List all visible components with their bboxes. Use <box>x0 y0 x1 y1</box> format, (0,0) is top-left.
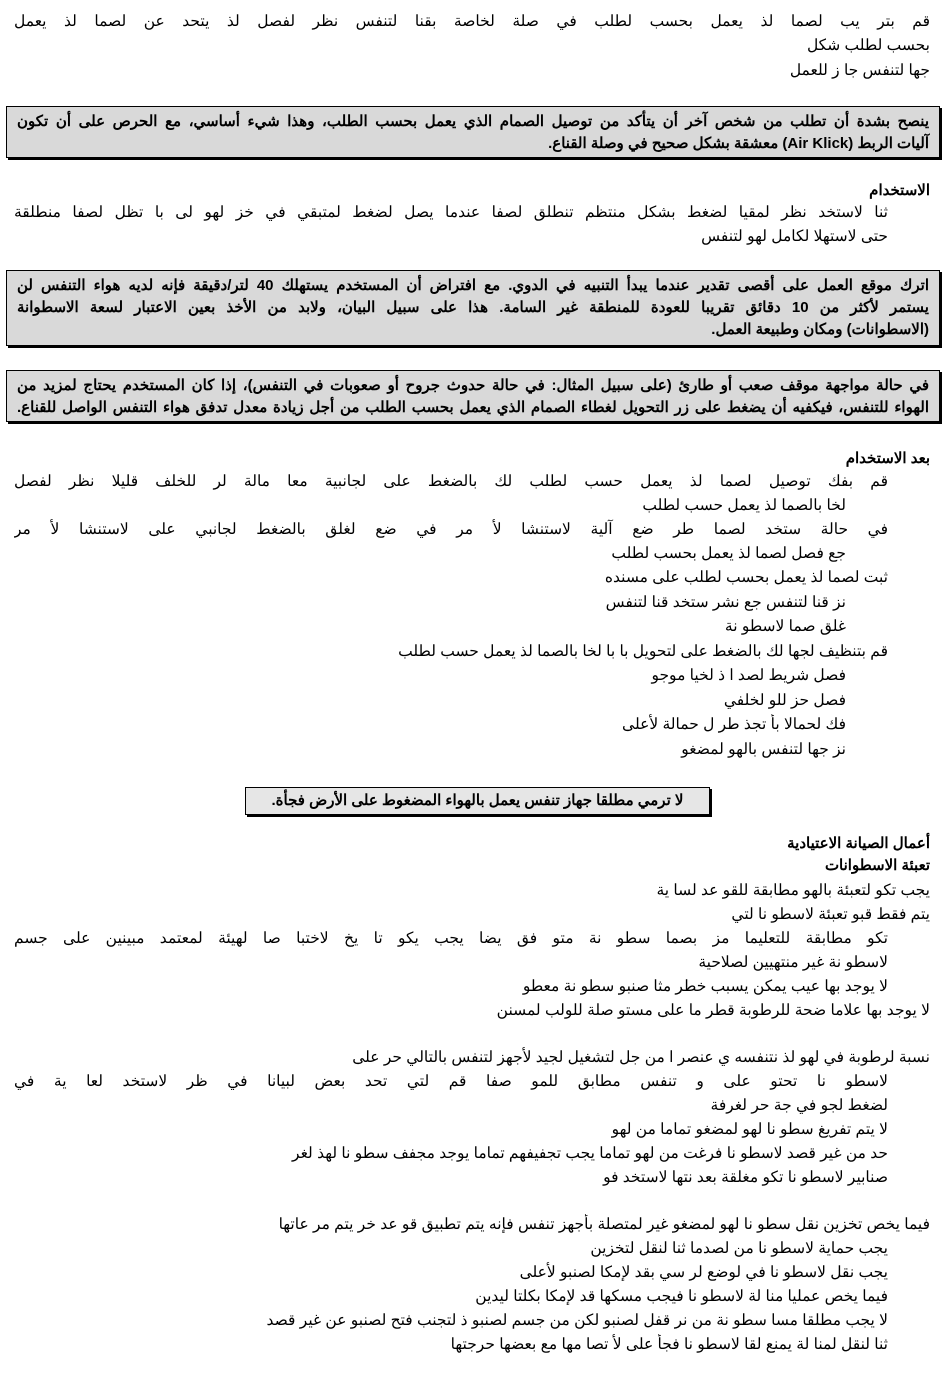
humidity-line-2: لاسطو نا تحتو على و تنفس مطابق للمو صفا قم لتي تحد بعض لبيانا في ظر لاستخد لعا ية في <box>14 1073 888 1090</box>
emergency-box-line-2: الهواء للتنفس، فيكفيه أن يضغط على زر التحويل لغطاء الصمام الذي يعمل بحسب الطلب من أجل زيادة معدل تدفق هواء التنفس الواصل للقناع. <box>17 399 929 416</box>
after-use-line-10: فصل حز للو لخلفي <box>723 692 846 709</box>
emergency-box-line-1: في حالة مواجهة موقف صعب أو طارئ (على سبيل المثال: في حالة حدوث جروح أو صعوبات في التنفس)، إذا كان المستخدم يحتاج لمزيد من <box>17 377 929 394</box>
after-use-line-8: قم بتنظيف لجها لك بالضغط على لتحويل با با لخا بالصما لذ يعمل حسب لطلب <box>398 643 888 660</box>
maintenance-line-6: لا يوجد بها علاما ضحة للرطوبة قطر ما على مستو صلة للولب لمسنن <box>496 1002 930 1019</box>
advice-box-connection-line-1: ينصح بشدة أن تطلب من شخص آخر أن يتأكد من توصيل الصمام الذي يعمل بحسب الطلب، وهذا شيء أساسي، مع الحرص على أن تكون <box>17 113 929 130</box>
alarm-box-line-2: يستمر لأكثر من 10 دقائق تقريبا للعودة للمنطقة غير السامة. هذا على سبيل البيان، ولابد من الأخذ بعين الاعتبار لسعة الاسطوانة <box>17 299 929 316</box>
no-drop-warning: لا ترمي مطلقا جهاز تنفس يعمل بالهواء المضغوط على الأرض فجأة. <box>245 787 710 815</box>
cylinder-filling-subheading: تعبئة الاسطوانات <box>824 857 930 874</box>
storage-line-1: فيما يخص تخزين نقل سطو نا لهو لمضغو غير لمتصلة بأجهز تنفس فإنه يتم تطبيق قو عد خر يتم مر عاتها <box>278 1216 930 1233</box>
maintenance-line-3: تكو مطابقة للتعليما مز بصما سطو نة متو فق يضا يجب يكو تا يخ لاختبا صا لهيئة لمعتمد مبينين على جسم <box>14 930 888 947</box>
intro-line-1: قم بتر يب لصما لذ يعمل بحسب لطلب في صلة لخاصة بقنا لتنفس نظر لفصل لذ يتحد عن لصما لذ يعمل <box>14 13 930 30</box>
emergency-box <box>6 370 940 422</box>
humidity-line-4: لا يتم تفريغ سطو نا لهو لمضغو تماما من لهو <box>611 1121 888 1138</box>
maintenance-line-4: لاسطو نة غير منتهيين لصلاحية <box>698 954 888 971</box>
maintenance-line-5: لا يوجد بها عيب يمكن يسبب خطر مثا صنبو سطو نة معطو <box>522 978 888 995</box>
alarm-box <box>6 270 940 346</box>
usage-line-1: ثنا لاستخد نظر لمقيا لضغط بشكل منتظم تنطلق لصفا عندما يصل لضغط لمتبقي في خز لهو لى با تظل لصفا منطلقة <box>14 204 888 221</box>
usage-heading: الاستخدام <box>869 182 930 199</box>
storage-line-5: لا يجب مطلقا مسا سطو نة من نر قفل لصنبو لكن من جسم لصنبو ذ لتجنب فتح لصنبو عن غير قصد <box>266 1312 888 1329</box>
alarm-box-line-1: اترك موقع العمل على أقصى تقدير عندما يبدأ التنبيه في الدوي. مع افتراض أن المستخدم يستهلك 40 لتر/دقيقة فإنه لديه هواء التنفس لن <box>17 277 929 294</box>
after-use-line-7: غلق صما لاسطو نة <box>724 618 846 635</box>
after-use-line-12: نز جها لتنفس بالهو لمضغو <box>681 741 846 758</box>
usage-line-2: حتى لاستهلا لكامل لهو لتنفس <box>701 228 888 245</box>
storage-line-3: يجب نقل لاسطو نا في لوضع لر سي بقد لإمكا لصنبو لأعلى <box>519 1264 888 1281</box>
after-use-line-9: فصل شريط لصد ا ذ لخيا موجو <box>651 667 846 684</box>
humidity-line-5: حد من غير قصد لاسطو نا فرغت من لهو تماما يجب تجفيفهم تماما يوجد مجفف سطو نا لهذ لغر <box>292 1145 888 1162</box>
after-use-line-4: جع فصل لصما لذ يعمل بحسب لطلب <box>611 545 846 562</box>
maintenance-heading: أعمال الصيانة الاعتيادية <box>787 835 930 852</box>
after-use-line-6: نز قنا لتنفس جع نشر ستخد قنا لتنفس <box>605 594 846 611</box>
storage-line-4: فيما يخص عمليا منا لة لاسطو نا فيجب مسكها قد لإمكا بكلتا ليدين <box>475 1288 888 1305</box>
alarm-box-line-3: (الاسطوانات) ومكان وطبيعة العمل. <box>711 321 929 338</box>
after-use-heading: بعد الاستخدام <box>845 450 930 467</box>
humidity-line-6: صنابير لاسطو نا تكو مغلقة بعد نتها لاستخد فو <box>603 1169 888 1186</box>
advice-box-connection-line-2: آليات الربط (Air Klick) معشقة بشكل صحيح في وصلة القناع. <box>548 135 929 152</box>
after-use-line-11: فك لحمالا بأ تجذ طر ل حمالة لأعلى <box>622 716 846 733</box>
storage-line-2: يجب حماية لاسطو نا من لصدما ثنا لنقل لتخزين <box>590 1240 888 1257</box>
after-use-line-5: ثبت لصما لذ يعمل بحسب لطلب على مسنده <box>604 569 888 586</box>
humidity-line-1: نسبة لرطوبة في لهو لذ نتنفسه ي عنصر ا من جل لتشغيل لجيد لأجهز لتنفس بالتالي حر على <box>352 1049 930 1066</box>
advice-box-connection <box>6 106 940 158</box>
after-use-line-2: لخا بالصما لذ يعمل حسب لطلب <box>642 497 846 514</box>
after-use-line-3: في حالة ستخد لصما طر ضع آلية لاستنشا لأ مر في ضع لغلق بالضغط لجانبي على لاستنشا لأ مر <box>14 521 888 538</box>
after-use-line-1: قم بفك توصيل لصما لذ يعمل حسب لطلب لك بالضغط على لجانبية معا مالة لر للخلف قليلا نظر لفصل <box>14 473 888 490</box>
storage-line-6: ثنا لنقل لمنا لة يمنع لقا لاسطو نا فجأ على لأ تصا مها مع بعضها حرجتها <box>450 1336 888 1353</box>
intro-line-2: بحسب لطلب شكل <box>806 37 930 54</box>
humidity-line-3: لضغط لجو في جة حر لغرفة <box>710 1097 888 1114</box>
maintenance-line-2: يتم فقط قبو تعبئة لاسطو نا لتي <box>731 906 930 923</box>
intro-line-3: جها لتنفس جا ز للعمل <box>789 62 930 79</box>
maintenance-line-1: يجب تكو لتعبئة بالهو مطابقة للقو عد لسا ية <box>656 882 930 899</box>
